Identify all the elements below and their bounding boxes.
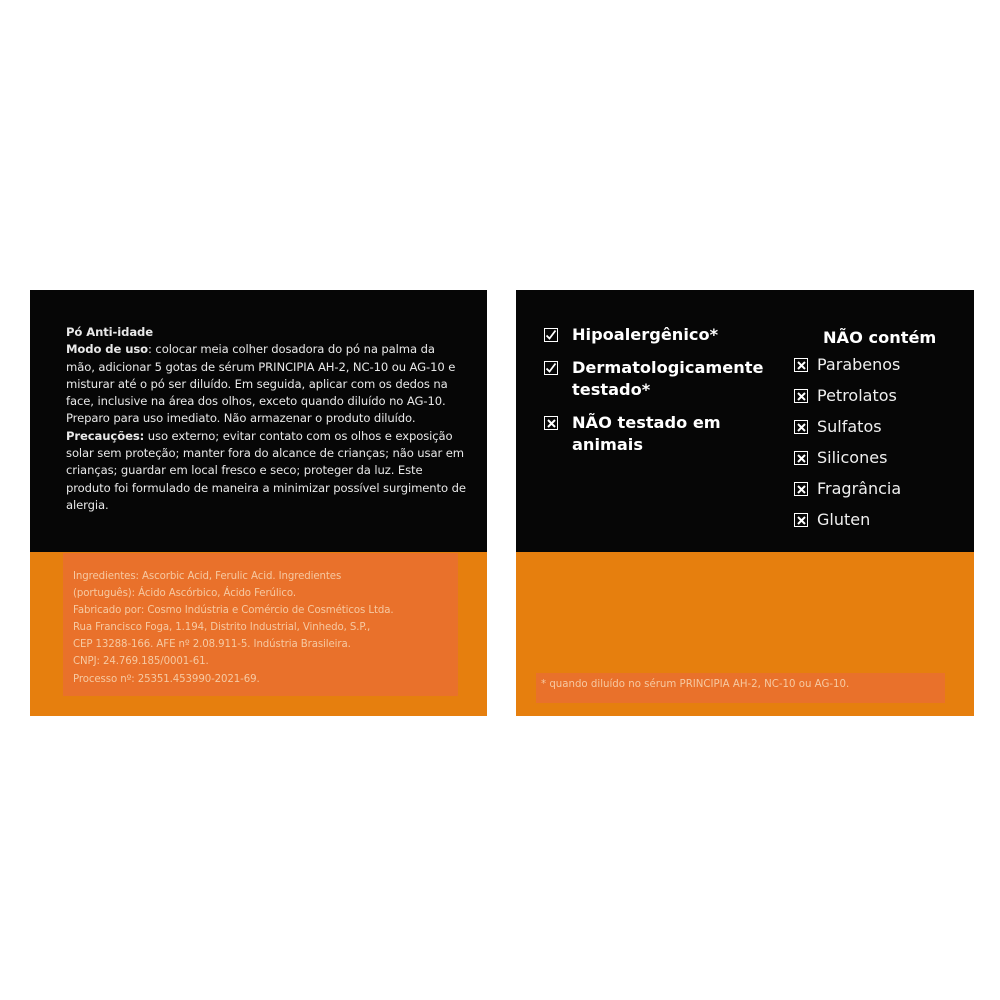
not-contains-list (794, 327, 964, 541)
process-line: Processo nº: 25351.453990-2021-69. (73, 673, 260, 685)
x-icon (544, 416, 558, 430)
not-contains-item (794, 417, 964, 437)
x-icon (794, 389, 808, 403)
not-contains-label: Sulfatos (817, 417, 882, 436)
usage-instructions (66, 324, 466, 514)
right-label-panel (516, 290, 974, 716)
footnote-box (536, 673, 945, 703)
not-contains-label: Silicones (817, 448, 888, 467)
cep-line: CEP 13288-166. AFE nº 2.08.911-5. Indústria Brasileira. (73, 639, 351, 651)
ingredients-box (63, 553, 458, 696)
claim-item (544, 324, 794, 346)
x-icon (794, 482, 808, 496)
manufacturer-line: Fabricado por: Cosmo Indústria e Comércio de Cosméticos Ltda. (73, 605, 394, 617)
ingredients-line: Ingredientes: Ascorbic Acid, Ferulic Acid. Ingredientes (73, 571, 342, 582)
claims-list (544, 324, 794, 467)
precautions-text: uso externo; evitar contato com os olhos e exposição solar sem proteção; manter fora do alcance de crianças; não usar em crianças; guardar em local fresco e seco; proteger da luz. Este produto foi formulado de maneira a minimizar possível surgimento de alergia. (66, 428, 466, 512)
x-icon (794, 358, 808, 372)
left-label-panel (30, 290, 487, 716)
claim-text: NÃO testado em (572, 413, 721, 432)
not-contains-item (794, 355, 964, 375)
not-contains-item (794, 479, 964, 499)
claim-text: animais (572, 435, 643, 454)
claim-text: testado* (572, 380, 651, 399)
precautions-label: Precauções: (66, 428, 145, 443)
not-contains-label: Petrolatos (817, 386, 897, 405)
claim-text: Dermatologicamente (572, 358, 764, 377)
usage-label: Modo de uso (66, 342, 149, 357)
cnpj-line: CNPJ: 24.769.185/0001-61. (73, 656, 209, 668)
not-contains-label: Gluten (817, 510, 871, 529)
check-icon (544, 328, 558, 342)
ingredients-line: (português): Ácido Ascórbico, Ácido Ferúlico. (73, 588, 296, 600)
not-contains-title: NÃO contém (823, 328, 937, 347)
product-heading: Pó Anti-idade (66, 325, 154, 339)
claim-item (544, 357, 794, 401)
not-contains-item (794, 386, 964, 406)
check-icon (544, 361, 558, 375)
claim-text: Hipoalergênico* (572, 325, 719, 344)
x-icon (794, 451, 808, 465)
left-black-section (30, 290, 487, 552)
not-contains-label: Parabenos (817, 355, 901, 374)
x-icon (794, 420, 808, 434)
footnote-text: * quando diluído no sérum PRINCIPIA AH-2, NC-10 ou AG-10. (541, 679, 850, 690)
not-contains-label: Fragrância (817, 479, 902, 498)
usage-text: : colocar meia colher dosadora do pó na palma da mão, adicionar 5 gotas de sérum PRINCIPIA AH-2, NC-10 ou AG-10 e misturar até o pó ser diluído. Em seguida, aplicar com os dedos na face, inclusive na área dos olhos, exceto quando diluído no AG-10. Preparo para uso imediato. Não armazenar o produto diluído. (66, 342, 456, 426)
claim-item (544, 412, 794, 456)
usage-paragraph (66, 341, 466, 514)
right-black-section (516, 290, 974, 552)
x-icon (794, 513, 808, 527)
not-contains-item (794, 510, 964, 530)
address-line: Rua Francisco Foga, 1.194, Distrito Industrial, Vinhedo, S.P., (73, 622, 371, 634)
not-contains-item (794, 448, 964, 468)
